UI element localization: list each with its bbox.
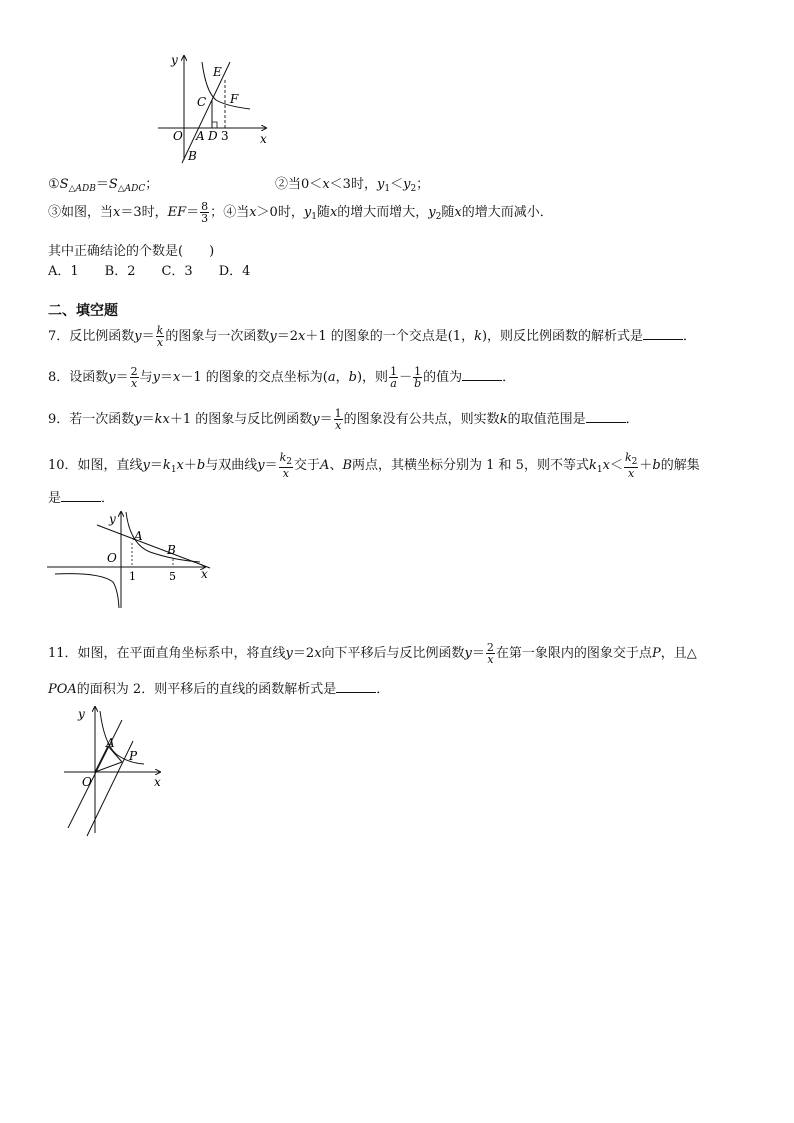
label-F: F xyxy=(230,92,239,106)
label-3: 3 xyxy=(221,129,229,143)
label-A: A xyxy=(106,736,115,750)
label-P: P xyxy=(129,749,138,763)
label-O: O xyxy=(107,551,117,565)
label-x: x xyxy=(260,132,267,146)
figure-1 xyxy=(150,48,280,168)
question-10: 10．如图，直线$y=k_1x+b$与双曲线y＝ $\frac{k_2}{x}$ 交于A、B两点，其横坐标分别为 1 和 5，则不等式$k_1x<$ $\frac{k_2}{x}$ ＋b的解集 xyxy=(48,451,700,480)
label-y: y xyxy=(171,53,178,67)
question-11-line2: POA的面积为 2．则平移后的直线的函数解析式是 ． xyxy=(48,682,390,697)
answer-blank[interactable] xyxy=(586,410,626,423)
statement-2: ②当0＜x＜3时，$y_1<y_2$； xyxy=(275,177,430,194)
label-B: B xyxy=(167,543,176,557)
question-9: 9．若一次函数y＝kx＋1 的图象与反比例函数y＝ $\frac{1}{x}$ 的图象没有公共点，则实数k的取值范围是 ． xyxy=(48,407,639,432)
label-x: x xyxy=(201,567,208,581)
answer-blank[interactable] xyxy=(336,680,376,693)
label-y: y xyxy=(78,707,85,721)
label-x: x xyxy=(154,775,161,789)
hyperbola-q3 xyxy=(55,574,119,608)
label-O: O xyxy=(173,129,183,143)
section-title: 二、填空题 xyxy=(48,303,118,319)
figure-3 xyxy=(58,703,173,838)
label-A: A xyxy=(196,129,205,143)
label-O: O xyxy=(82,775,92,789)
line-shifted xyxy=(87,741,133,836)
label-y: y xyxy=(109,512,116,526)
figure-2 xyxy=(45,508,215,613)
answer-blank[interactable] xyxy=(61,489,101,502)
question-10-line2: 是 ． xyxy=(48,491,115,506)
fraction-8-3: $\frac{8}{3}$ xyxy=(201,200,209,225)
right-angle xyxy=(212,122,217,128)
question-8: 8．设函数y＝ $\frac{2}{x}$ 与y＝x－1 的图象的交点坐标为(a，b)，则 $\frac{1}{a}$ － $\frac{1}{b}$ 的值为 ． xyxy=(48,365,516,390)
question-6-stem: 其中正确结论的个数是( ) xyxy=(48,244,215,259)
label-C: C xyxy=(197,95,207,109)
label-B: B xyxy=(188,149,197,163)
question-7: 7．反比例函数y＝ $\frac{k}{x}$ 的图象与一次函数y＝2x＋1 的图象的一个交点是(1，k)，则反比例函数的解析式是 ． xyxy=(48,324,697,349)
statement-3-4: ③如图，当x＝3时，EF＝ $\frac{8}{3}$ ；④当x＞0时，$y_1$随x的增大而增大，$y_2$随x的增大而减小． xyxy=(48,200,553,225)
label-A: A xyxy=(134,529,143,543)
hyperbola-y2 xyxy=(202,62,250,109)
label-1: 1 xyxy=(129,570,136,583)
answer-blank[interactable] xyxy=(643,327,683,340)
label-E: E xyxy=(213,65,222,79)
line-y1 xyxy=(182,62,230,163)
question-6-options: A．1 B．2 C．3 D．4 xyxy=(48,264,251,279)
answer-blank[interactable] xyxy=(462,368,502,381)
label-D: D xyxy=(208,129,218,143)
question-11: 11．如图，在平面直角坐标系中，将直线y＝2x向下平移后与反比例函数y＝ $\frac{2}{x}$ 在第一象限内的图象交于点P，且△ xyxy=(48,641,697,666)
label-5: 5 xyxy=(169,570,176,583)
statement-1: $①S_{\triangle ADB}=S_{\triangle ADC}$； xyxy=(48,177,159,194)
